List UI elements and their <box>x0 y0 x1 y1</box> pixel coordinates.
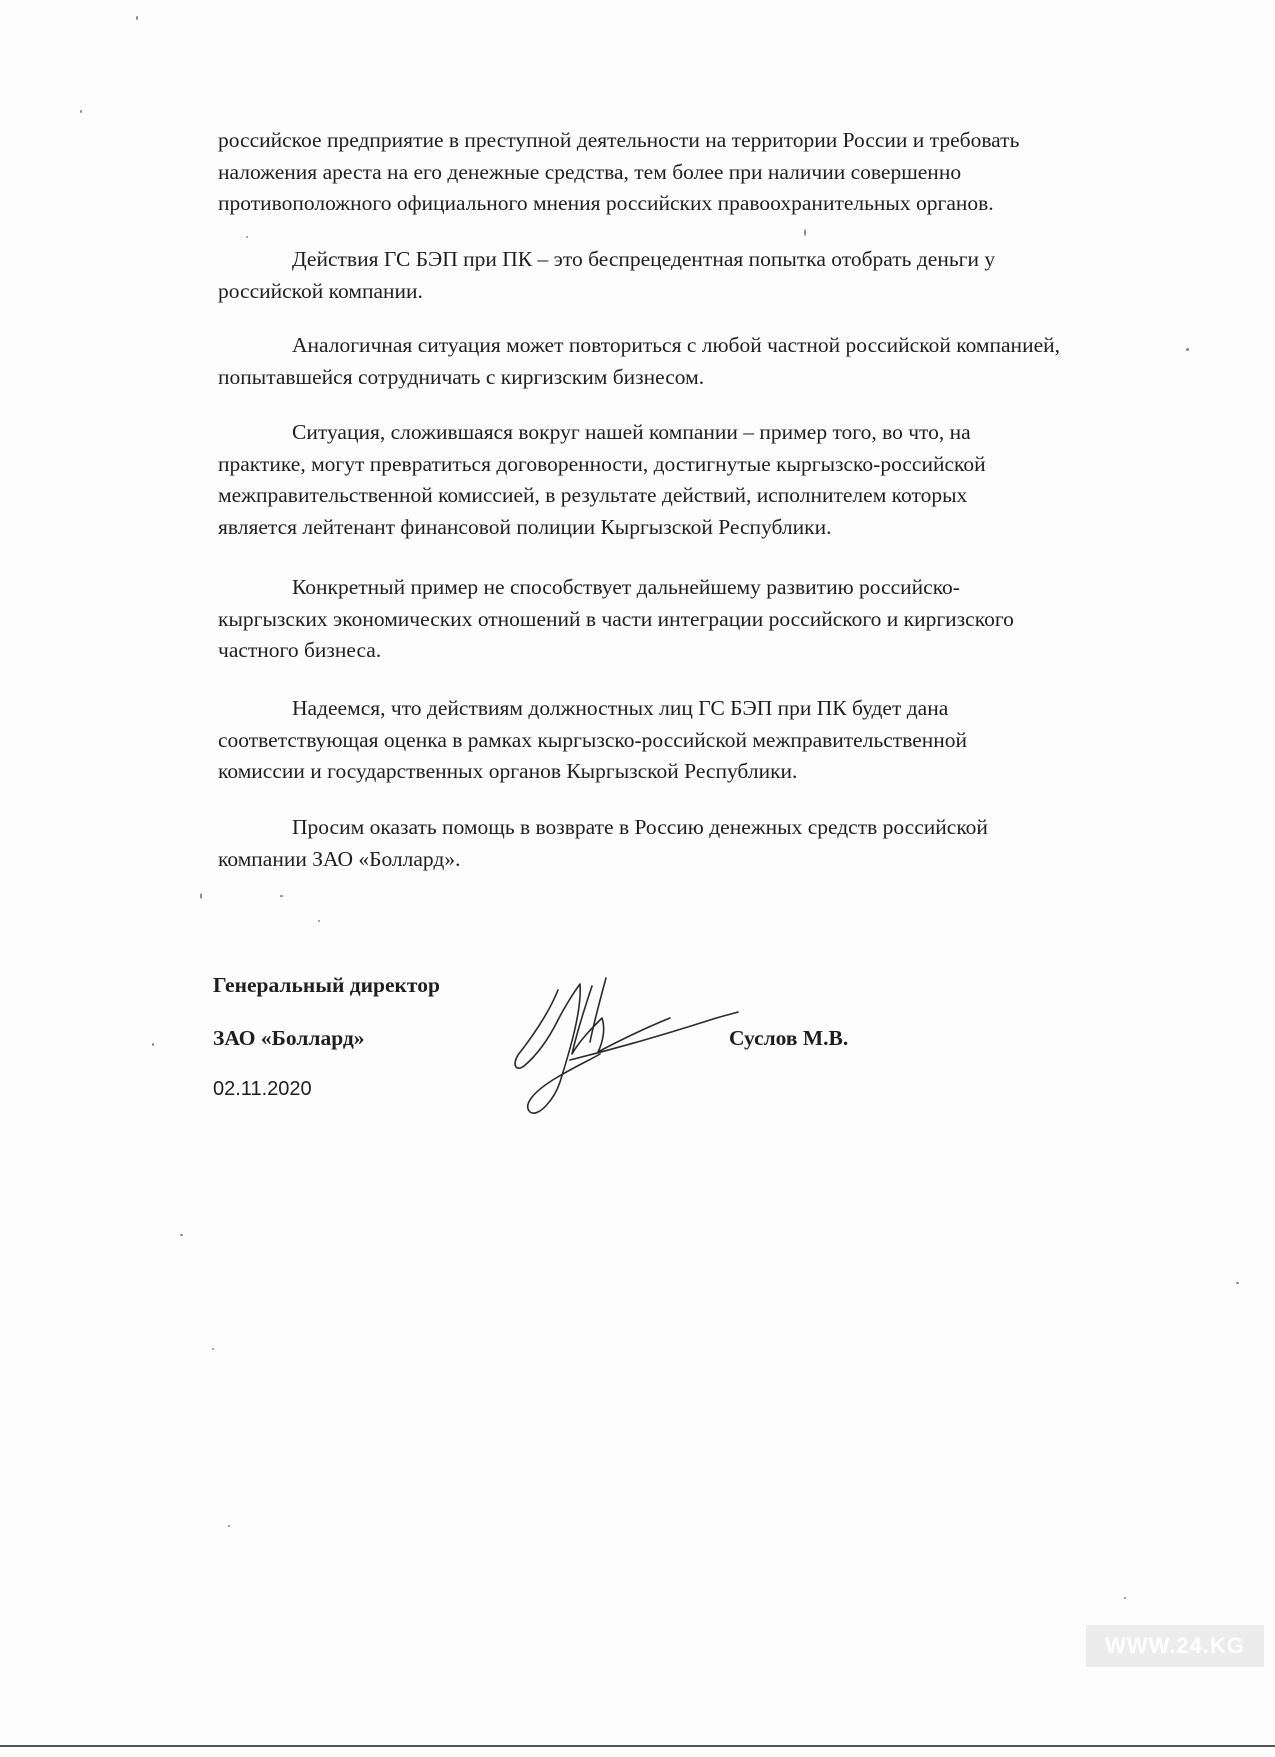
paragraph-line: российское предприятие в преступной деятельности на территории России и требовать <box>218 128 1020 152</box>
scan-speck <box>246 236 248 238</box>
paragraph-line: частного бизнеса. <box>218 638 382 662</box>
scan-speck <box>212 1348 214 1350</box>
paragraph-3 <box>218 330 1218 393</box>
scan-speck <box>152 1043 154 1046</box>
paragraph-line: Аналогичная ситуация может повториться с любой частной российской компанией, <box>292 333 1060 357</box>
scan-speck <box>180 1234 183 1236</box>
company-name: ЗАО «Боллард» <box>213 1026 365 1050</box>
position-title: Генеральный директор <box>213 973 440 997</box>
paragraph-line: является лейтенант финансовой полиции Кыргызской Республики. <box>218 514 832 539</box>
paragraph-line: попытавшейся сотрудничать с киргизским бизнесом. <box>218 364 705 389</box>
signer-name: Суслов М.В. <box>729 1026 849 1050</box>
scan-speck <box>200 893 202 899</box>
paragraph-line: Просим оказать помощь в возврате в Россию денежных средств российской <box>292 815 988 839</box>
scan-speck <box>1186 348 1189 351</box>
scan-speck <box>80 110 82 113</box>
scan-speck <box>280 895 283 897</box>
paragraph-line: Надеемся, что действиям должностных лиц ГС БЭП при ПК будет дана <box>292 696 949 720</box>
scan-speck <box>804 229 806 236</box>
scan-speck <box>228 1525 230 1527</box>
paragraph-line: российской компании. <box>218 278 423 303</box>
paragraph-line: наложения ареста на его денежные средства, тем более при наличии совершенно <box>218 159 962 184</box>
paragraph-line: соответствующая оценка в рамках кыргызско-российской межправительственной <box>218 727 968 752</box>
paragraph-4 <box>218 417 1218 543</box>
paragraph-2 <box>218 244 1218 307</box>
site-watermark: WWW.24.KG <box>1086 1625 1264 1667</box>
document-date: 02.11.2020 <box>213 1078 312 1100</box>
paragraph-line: Ситуация, сложившаяся вокруг нашей компании – пример того, во что, на <box>292 420 971 444</box>
paragraph-1 <box>218 125 1218 220</box>
scan-bottom-edge <box>0 1745 1275 1747</box>
paragraph-line: противоположного официального мнения российских правоохранительных органов. <box>218 191 994 215</box>
paragraph-6 <box>218 693 1218 788</box>
paragraph-line: межправительственной комиссией, в результате действий, исполнителем которых <box>218 483 968 507</box>
paragraph-line: Конкретный пример не способствует дальнейшему развитию российско- <box>292 575 960 599</box>
paragraph-line: практике, могут превратиться договоренности, достигнутые кыргызско-российской <box>218 451 986 476</box>
paragraph-7 <box>218 812 1218 875</box>
scan-speck <box>1124 1597 1126 1599</box>
paragraph-line: кыргызских экономических отношений в части интеграции российского и киргизского <box>218 606 1014 631</box>
scan-speck <box>136 16 138 20</box>
handwritten-signature <box>510 970 740 1120</box>
paragraph-line: компании ЗАО «Боллард». <box>218 846 461 871</box>
paragraph-line: комиссии и государственных органов Кыргызской Республики. <box>218 759 798 783</box>
scan-speck <box>318 920 320 922</box>
paragraph-line: Действия ГС БЭП при ПК – это беспрецедентная попытка отобрать деньги у <box>292 247 996 271</box>
paragraph-5 <box>218 572 1218 667</box>
scan-speck <box>1236 1282 1239 1284</box>
